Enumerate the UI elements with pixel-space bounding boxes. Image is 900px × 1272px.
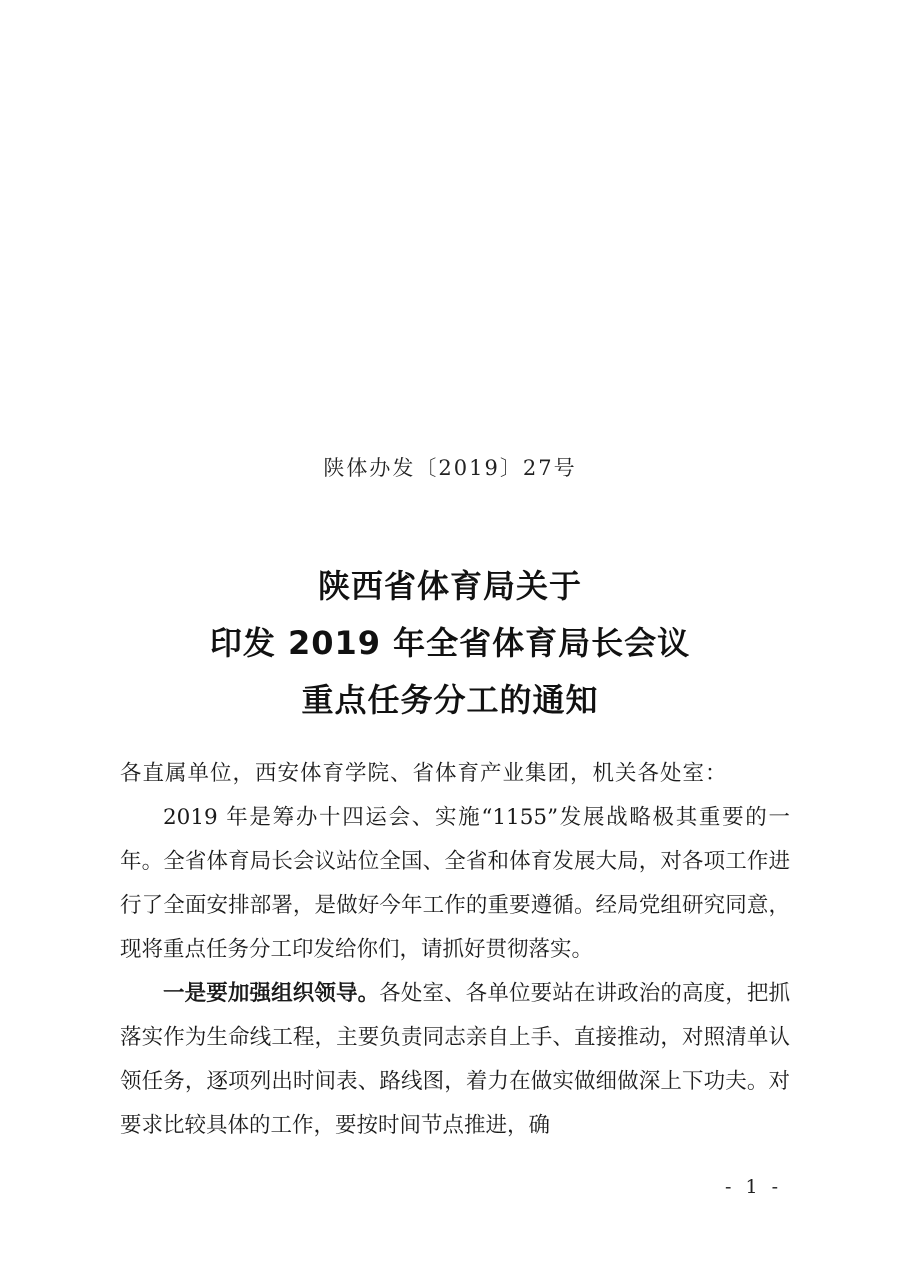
document-number: 陕体办发〔2019〕27号 bbox=[323, 456, 577, 480]
title-line-1: 陕西省体育局关于 bbox=[317, 567, 582, 605]
title-line-3: 重点任务分工的通知 bbox=[301, 681, 599, 719]
salutation: 各直属单位，西安体育学院、省体育产业集团，机关各处室： bbox=[120, 761, 728, 786]
paragraph-intro: 2019 年是筹办十四运会、实施“1155”发展战略极其重要的一年。全省体育局长会议站位全国、全省和体育发展大局，对各项工作进行了全面安排部署，是做好今年工作的重要遵循。经局党组研究同意，现将重点任务分工印发给你们，请抓好贯彻落实。 bbox=[120, 805, 790, 962]
page-number: - 1 - bbox=[725, 1176, 783, 1198]
document-title bbox=[0, 558, 900, 729]
document-body bbox=[120, 752, 790, 1148]
paragraph-lead: 一是要加强组织领导。 bbox=[163, 981, 380, 1006]
paragraph-organization bbox=[120, 972, 790, 1148]
paragraph-body: 各处室、各单位要站在讲政治的高度，把抓落实作为生命线工程，主要负责同志亲自上手、直接推动，对照清单认领任务，逐项列出时间表、路线图，着力在做实做细做深上下功夫。对要求比较具体的工作，要按时间节点推进，确 bbox=[120, 981, 790, 1138]
title-line-2: 印发 2019 年全省体育局长会议 bbox=[209, 624, 691, 662]
